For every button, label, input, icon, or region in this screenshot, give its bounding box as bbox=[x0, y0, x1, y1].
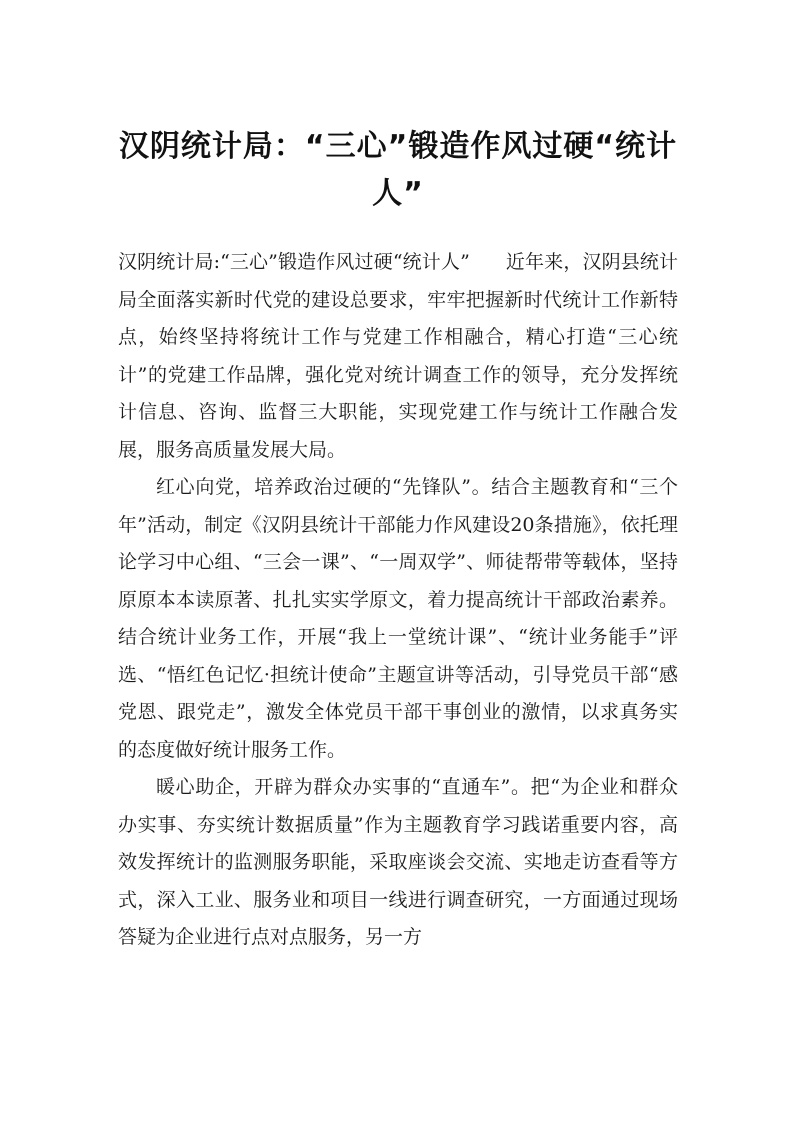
paragraph-2: 红心向党，培养政治过硬的“先锋队”。结合主题教育和“三个年”活动，制定《汉阴县统计干部能力作风建设20条措施》，依托理论学习中心组、“三会一课”、“一周双学”、师徒帮带等载体，坚持原原本本读原著、扎扎实实学原文，着力提高统计干部政治素养。结合统计业务工作，开展“我上一堂统计课”、“统计业务能手”评选、“悟红色记忆·担统计使命”主题宣讲等活动，引导党员干部“感党恩、跟党走”，激发全体党员干部干事创业的激情，以求真务实的态度做好统计服务工作。 bbox=[118, 476, 678, 761]
lead-paragraph bbox=[118, 244, 678, 469]
paragraph-1: 近年来，汉阴县统计局全面落实新时代党的建设总要求，牢牢把握新时代统计工作新特点，始终坚持将统计工作与党建工作相融合，精心打造“三心统计”的党建工作品牌，强化党对统计调查工作的领导，充分发挥统计信息、咨询、监督三大职能，实现党建工作与统计工作融合发展，服务高质量发展大局。 bbox=[118, 251, 678, 461]
paragraph-3: 暖心助企，开辟为群众办实事的“直通车”。把“为企业和群众办实事、夯实统计数据质量”作为主题教育学习践诺重要内容，高效发挥统计的监测服务职能，采取座谈会交流、实地走访查看等方式，深入工业、服务业和项目一线进行调查研究，一方面通过现场答疑为企业进行点对点服务，另一方 bbox=[118, 776, 678, 948]
lead-title: 汉阴统计局:“三心”锻造作风过硬“统计人” bbox=[118, 251, 470, 273]
document-title: 汉阴统计局：“三心”锻造作风过硬“统计人” bbox=[118, 129, 678, 211]
document-body bbox=[118, 244, 678, 957]
